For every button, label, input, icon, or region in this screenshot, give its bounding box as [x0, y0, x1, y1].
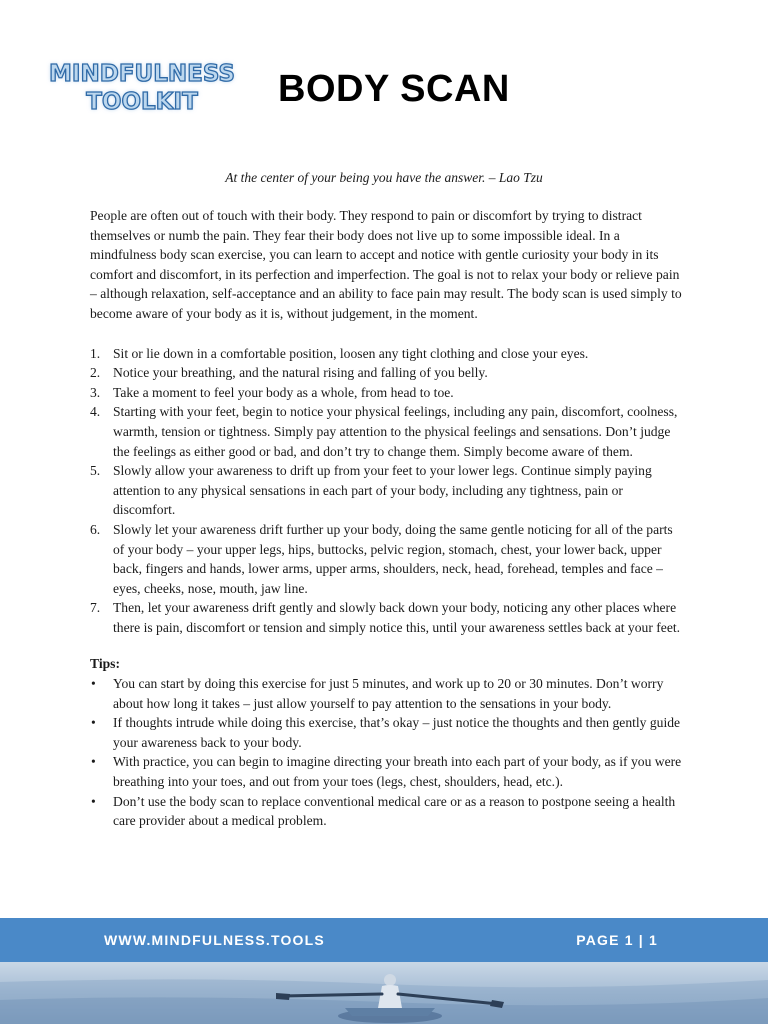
- list-item: [90, 402, 682, 461]
- step-text: Slowly let your awareness drift further up your body, doing the same gentle noticing for all of the parts of your body – your upper legs, hips, buttocks, pelvic region, stomach, chest, your lower back, upper back, fingers and hands, lower arms, upper arms, shoulders, neck, head, forehead, temples and face – eyes, cheeks, nose, mouth, jaw line.: [113, 521, 673, 596]
- tip-text: Don’t use the body scan to replace conventional medical care or as a reason to postpone seeing a health care provider about a medical problem.: [113, 793, 676, 829]
- document-body: [90, 206, 682, 831]
- step-number: 2.: [90, 365, 101, 381]
- step-text: Sit or lie down in a comfortable position, loosen any tight clothing and close your eyes.: [113, 345, 589, 361]
- rower-on-lake-photo: [0, 962, 768, 1024]
- bullet-icon: •: [91, 715, 96, 731]
- step-number: 7.: [90, 600, 101, 616]
- list-item: [90, 792, 682, 831]
- step-text: Then, let your awareness drift gently and slowly back down your body, noticing any other places where there is pain, discomfort or tension and simply notice this, until your awareness settles back at your feet.: [113, 600, 681, 635]
- rower-illustration: [0, 962, 768, 1024]
- step-number: 5.: [90, 463, 101, 479]
- list-item: [90, 752, 682, 791]
- tip-text: With practice, you can begin to imagine directing your breath into each part of your body, as if you were breathing into your toes, and out from your toes (legs, chest, shoulders, head, etc.).: [113, 754, 682, 790]
- list-item: [90, 520, 682, 598]
- quote: At the center of your being you have the answer. – Lao Tzu: [225, 170, 543, 185]
- step-text: Slowly allow your awareness to drift up from your feet to your lower legs. Continue simply paying attention to any physical sensations in each part of your body, including any tightness, pain or discomfort.: [113, 463, 652, 518]
- bullet-icon: •: [91, 676, 96, 692]
- tip-text: If thoughts intrude while doing this exercise, that’s okay – just notice the thoughts and then gently guide your awareness back to your body.: [113, 715, 681, 750]
- step-number: 6.: [90, 521, 101, 537]
- list-item: [90, 674, 682, 713]
- steps-list: [90, 344, 682, 638]
- tips-list: [90, 674, 682, 831]
- list-item: [90, 383, 682, 403]
- logo-line-2: TOOLKIT: [86, 89, 198, 115]
- bullet-icon: •: [91, 754, 96, 770]
- list-item: [90, 598, 682, 637]
- list-item: [90, 713, 682, 752]
- step-number: 1.: [90, 345, 101, 361]
- page-title: BODY SCAN: [278, 68, 510, 110]
- logo-line-1: MINDFULNESS: [49, 61, 235, 87]
- list-item: [90, 363, 682, 383]
- intro-paragraph: People are often out of touch with their body. They respond to pain or discomfort by trying to distract themselves or numb the pain. They fear their body does not live up to some impossible ideal. In a mindfulness body scan exercise, you can learn to accept and notice with gentle curiosity your body in its comfort and discomfort, in its perfection and imperfection. The goal is not to relax your body or relieve pain – although relaxation, self-acceptance and an ability to face pain may result. The body scan is used simply to become aware of your body as it is, without judgement, in the moment.: [90, 208, 682, 321]
- bullet-icon: •: [91, 793, 96, 809]
- page-number: PAGE 1 | 1: [576, 932, 658, 948]
- list-item: [90, 461, 682, 520]
- tips-heading: Tips:: [90, 656, 120, 672]
- website-link[interactable]: WWW.MINDFULNESS.TOOLS: [104, 932, 325, 948]
- tip-text: You can start by doing this exercise for just 5 minutes, and work up to 20 or 30 minutes. Don’t worry about how long it takes – just allow yourself to pay attention to the sensations in your body.: [113, 676, 664, 711]
- step-number: 3.: [90, 384, 101, 400]
- step-text: Starting with your feet, begin to notice your physical feelings, including any pain, discomfort, coolness, warmth, tension or tightness. Simply pay attention to the physical feelings and sensations. Don’t judge the feelings as either good or bad, and don’t try to change them. Simply become aware of them.: [113, 404, 678, 459]
- footer-band: [0, 918, 768, 962]
- mindfulness-toolkit-logo: [44, 60, 240, 116]
- list-item: [90, 344, 682, 364]
- step-number: 4.: [90, 404, 101, 420]
- step-text: Take a moment to feel your body as a whole, from head to toe.: [113, 384, 454, 400]
- step-text: Notice your breathing, and the natural rising and falling of you belly.: [113, 365, 488, 381]
